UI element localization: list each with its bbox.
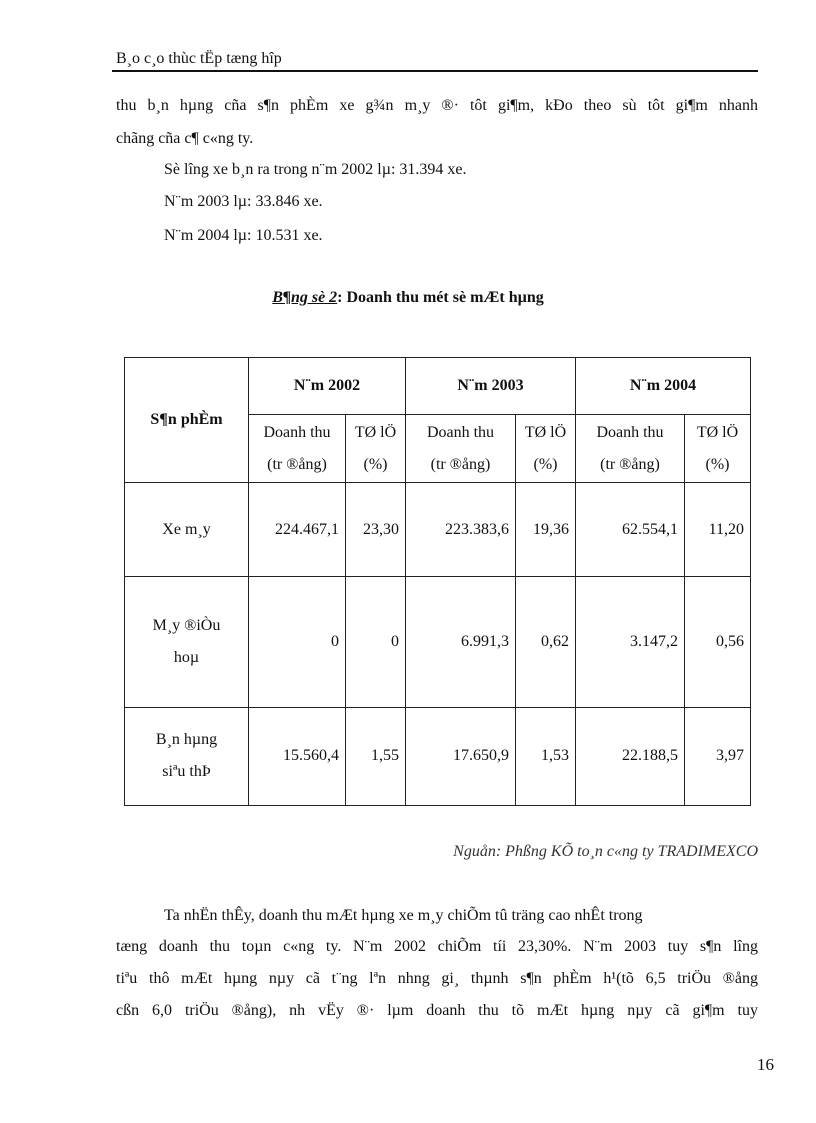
body-line-3: tiªu thô mÆt hµng nµy cã t¨ng lªn nhng gi¸ thµnh s¶n phÈm h¹(tõ 6,5 triÖu ®ång bbox=[116, 970, 758, 987]
product-name: M¸y ®iÒu bbox=[152, 617, 221, 635]
product-header: S¶n phÈm bbox=[125, 358, 249, 483]
subheader-ratio bbox=[346, 415, 406, 483]
product-name-cell bbox=[125, 483, 249, 577]
year-header-2002: N¨m 2002 bbox=[249, 358, 406, 415]
table-caption-colon: : bbox=[337, 289, 343, 306]
subheader-revenue bbox=[576, 415, 685, 483]
table-source-note: Nguån: Phßng KÕ to¸n c«ng ty TRADIMEXCO bbox=[453, 843, 758, 860]
value-cell: 19,36 bbox=[516, 483, 576, 577]
subheader-revenue bbox=[249, 415, 346, 483]
value-cell: 3,97 bbox=[685, 707, 751, 805]
table-row bbox=[125, 707, 751, 805]
page-number: 16 bbox=[757, 1055, 774, 1074]
value-cell: 15.560,4 bbox=[249, 707, 346, 805]
intro-line-3: Sè lîng xe b¸n ra trong n¨m 2002 lµ: 31.394 xe. bbox=[164, 161, 467, 178]
product-name-cell bbox=[125, 577, 249, 707]
intro-line-2: chãng cña c¶ c«ng ty. bbox=[116, 130, 254, 147]
value-cell: 223.383,6 bbox=[406, 483, 516, 577]
subheader-revenue-label: Doanh thu bbox=[426, 423, 495, 441]
product-name-cont: siªu thÞ bbox=[162, 763, 211, 781]
intro-line-4: N¨m 2003 lµ: 33.846 xe. bbox=[164, 193, 323, 210]
table-caption-text: Doanh thu mét sè mÆt hµng bbox=[342, 289, 544, 306]
value-cell: 23,30 bbox=[346, 483, 406, 577]
year-header-2003: N¨m 2003 bbox=[406, 358, 576, 415]
value-cell: 1,53 bbox=[516, 707, 576, 805]
product-name-cell bbox=[125, 707, 249, 805]
body-line-1: Ta nhËn thÊy, doanh thu mÆt hµng xe m¸y chiÕm tû träng cao nhÊt trong bbox=[164, 907, 643, 924]
value-cell: 1,55 bbox=[346, 707, 406, 805]
subheader-ratio-unit: (%) bbox=[363, 455, 388, 473]
value-cell: 0,62 bbox=[516, 577, 576, 707]
subheader-ratio-unit: (%) bbox=[533, 455, 558, 473]
body-line-4: cßn 6,0 triÖu ®ång), nh vËy ®· lµm doanh thu tõ mÆt hµng nµy cã gi¶m tuy bbox=[116, 1002, 758, 1019]
subheader-revenue-label: Doanh thu bbox=[596, 423, 664, 441]
body-line-2: tæng doanh thu toµn c«ng ty. N¨m 2002 chiÕm tíi 23,30%. N¨m 2003 tuy s¶n lîng bbox=[116, 938, 758, 955]
table-row bbox=[125, 577, 751, 707]
year-header-2004: N¨m 2004 bbox=[576, 358, 751, 415]
value-cell: 0,56 bbox=[685, 577, 751, 707]
subheader-revenue bbox=[406, 415, 516, 483]
table-caption-label: B¶ng sè 2 bbox=[272, 289, 338, 306]
product-name: B¸n hµng bbox=[155, 731, 218, 749]
subheader-ratio-label: TØ lÖ bbox=[354, 423, 397, 441]
table-row bbox=[125, 483, 751, 577]
header-divider bbox=[112, 70, 758, 72]
subheader-ratio bbox=[516, 415, 576, 483]
value-cell: 11,20 bbox=[685, 483, 751, 577]
value-cell: 3.147,2 bbox=[576, 577, 685, 707]
value-cell: 0 bbox=[249, 577, 346, 707]
value-cell: 17.650,9 bbox=[406, 707, 516, 805]
running-header: B¸o c¸o thùc tËp tæng hîp bbox=[116, 50, 282, 67]
subheader-revenue-label: Doanh thu bbox=[263, 423, 331, 441]
subheader-ratio bbox=[685, 415, 751, 483]
subheader-ratio-unit: (%) bbox=[705, 455, 730, 473]
intro-line-5: N¨m 2004 lµ: 10.531 xe. bbox=[164, 227, 323, 244]
value-cell: 0 bbox=[346, 577, 406, 707]
revenue-table bbox=[124, 357, 751, 806]
subheader-ratio-label: TØ lÖ bbox=[524, 423, 567, 441]
subheader-revenue-unit: (tr ®ång) bbox=[430, 455, 491, 473]
product-name-cont: hoµ bbox=[173, 649, 200, 667]
value-cell: 62.554,1 bbox=[576, 483, 685, 577]
product-name: Xe m¸y bbox=[162, 520, 211, 538]
subheader-revenue-unit: (tr ®ång) bbox=[600, 455, 660, 473]
value-cell: 224.467,1 bbox=[249, 483, 346, 577]
value-cell: 6.991,3 bbox=[406, 577, 516, 707]
value-cell: 22.188,5 bbox=[576, 707, 685, 805]
subheader-ratio-label: TØ lÖ bbox=[696, 423, 739, 441]
table-caption bbox=[0, 289, 816, 307]
subheader-revenue-unit: (tr ®ång) bbox=[267, 455, 327, 473]
intro-line-1: thu b¸n hµng cña s¶n phÈm xe g¾n m¸y ®· tôt gi¶m, kÐo theo sù tôt gi¶m nhanh bbox=[116, 97, 758, 114]
